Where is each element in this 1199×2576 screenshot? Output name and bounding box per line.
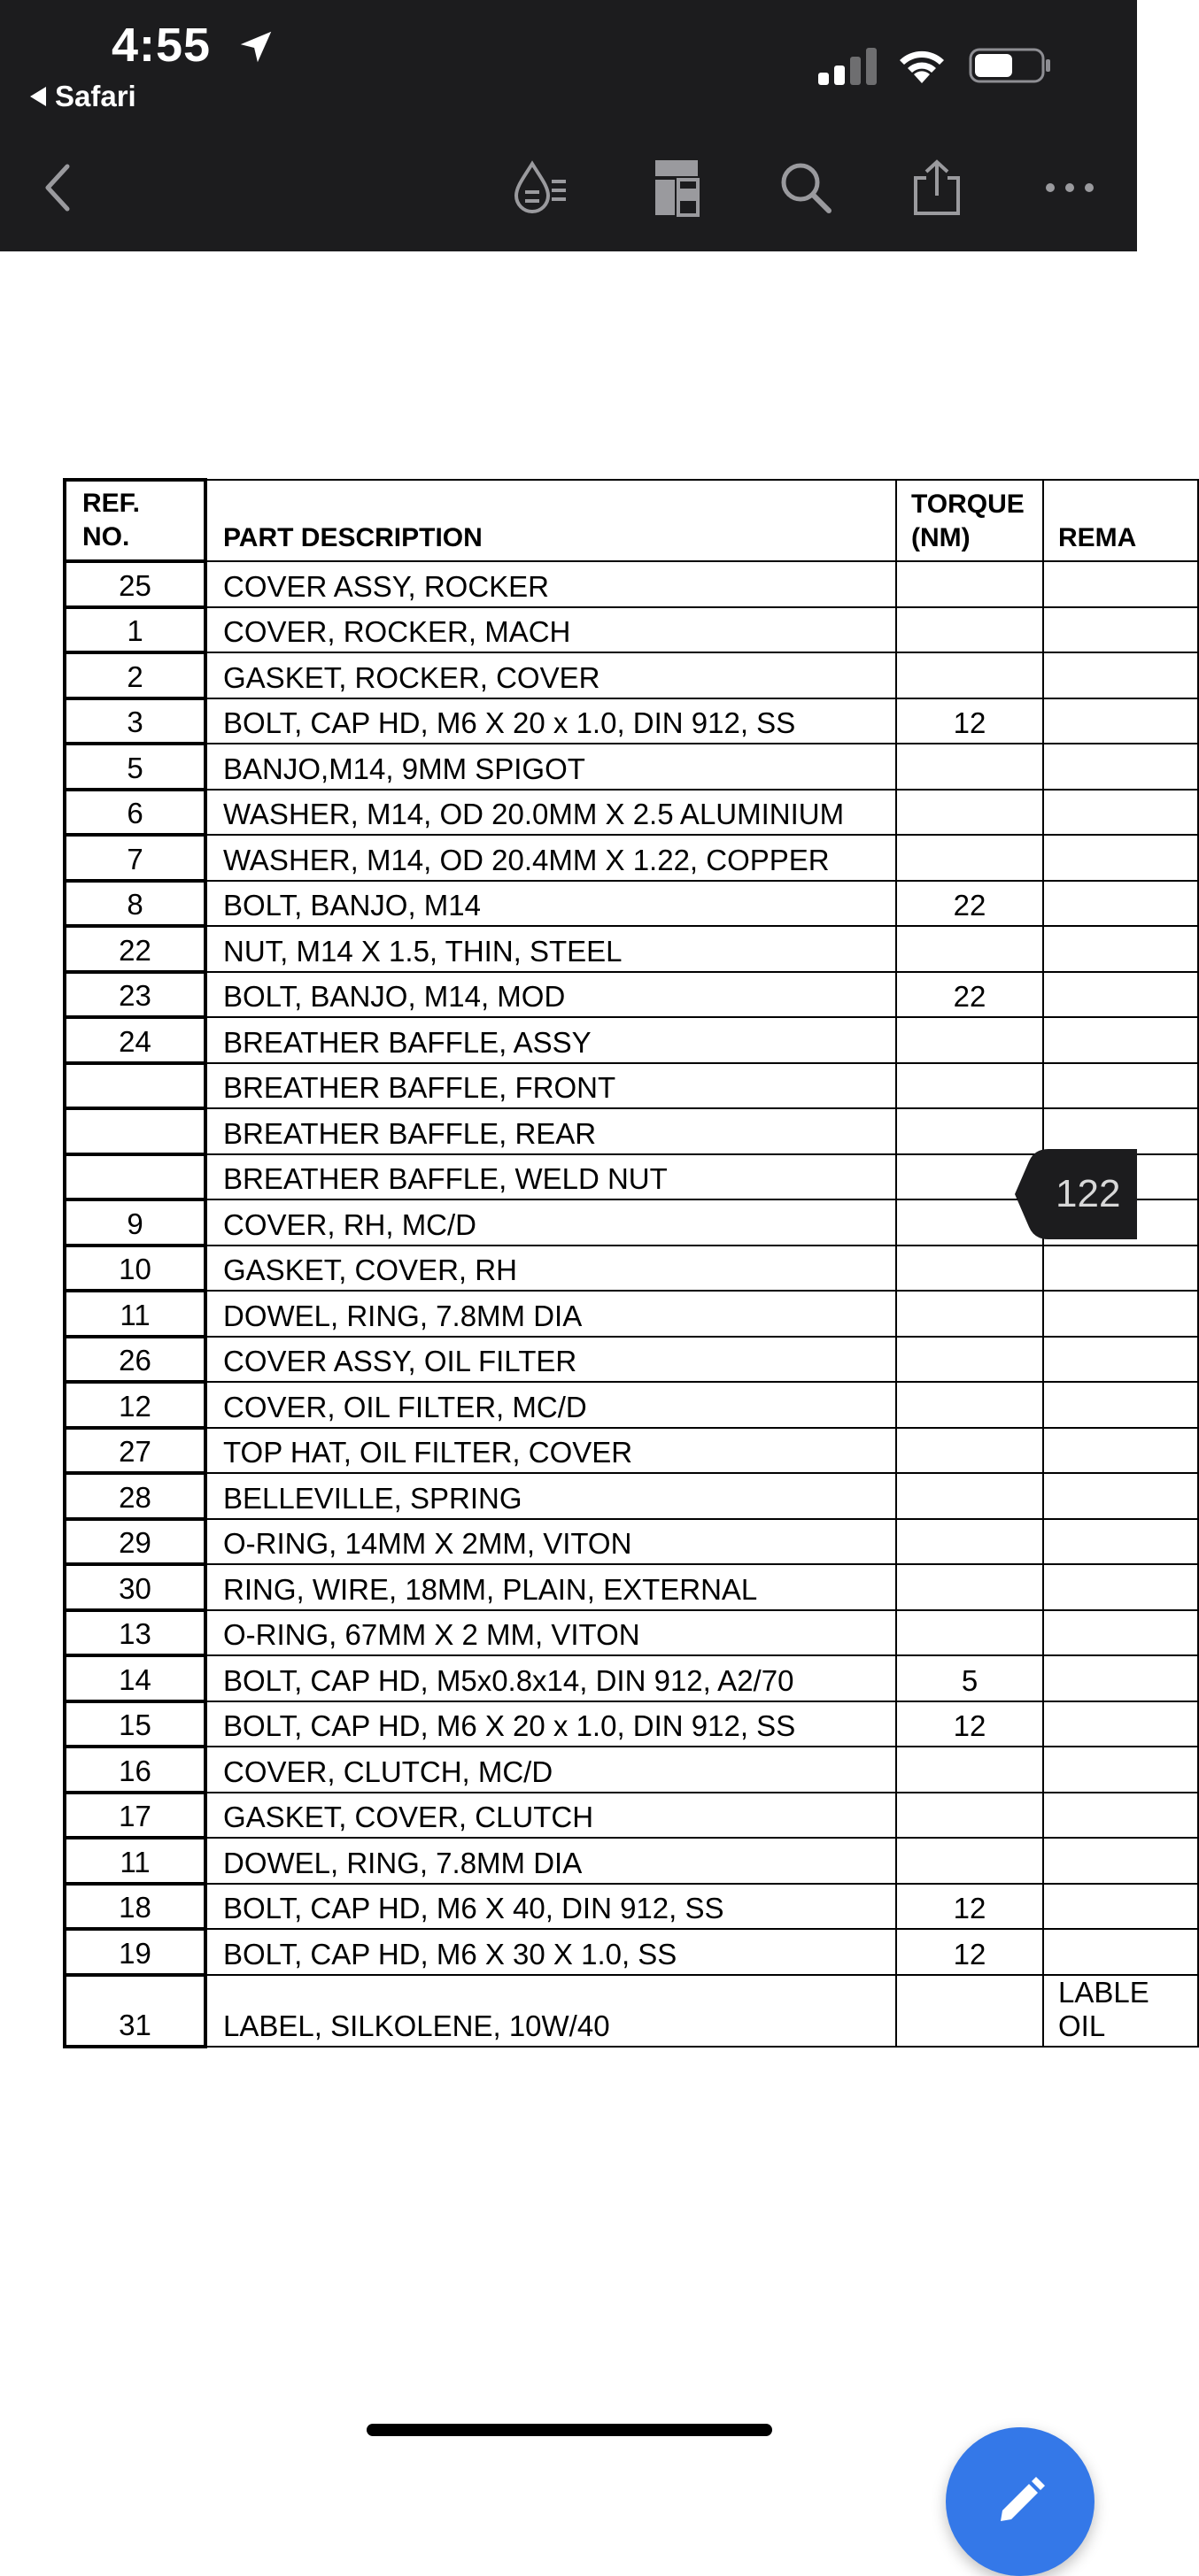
table-row bbox=[65, 1291, 1198, 1337]
cell-part-description: BOLT, CAP HD, M5x0.8x14, DIN 912, A2/70 bbox=[205, 1655, 896, 1701]
cell-ref-no: 27 bbox=[65, 1428, 205, 1474]
table-row bbox=[65, 1793, 1198, 1839]
cell-part-description: COVER, ROCKER, MACH bbox=[205, 607, 896, 653]
cell-torque bbox=[896, 1793, 1043, 1839]
cell-remarks bbox=[1043, 972, 1198, 1018]
cell-remarks bbox=[1043, 698, 1198, 744]
cell-torque bbox=[896, 1291, 1043, 1337]
cell-part-description: BOLT, CAP HD, M6 X 20 x 1.0, DIN 912, SS bbox=[205, 1701, 896, 1747]
table-row bbox=[65, 1610, 1198, 1656]
cell-remarks bbox=[1043, 1655, 1198, 1701]
cell-torque bbox=[896, 744, 1043, 790]
cell-remarks bbox=[1043, 1473, 1198, 1519]
table-row bbox=[65, 698, 1198, 744]
back-chevron-icon[interactable] bbox=[32, 152, 85, 223]
cell-torque bbox=[896, 1428, 1043, 1474]
cell-torque: 22 bbox=[896, 881, 1043, 927]
cell-ref-no: 30 bbox=[65, 1564, 205, 1610]
table-row bbox=[65, 972, 1198, 1018]
cell-ref-no: 29 bbox=[65, 1519, 205, 1565]
cell-remarks bbox=[1043, 1246, 1198, 1292]
cell-ref-no: 31 bbox=[65, 1975, 205, 2047]
cell-remarks bbox=[1043, 1428, 1198, 1474]
cell-part-description: WASHER, M14, OD 20.0MM X 2.5 ALUMINIUM bbox=[205, 790, 896, 836]
cell-ref-no: 16 bbox=[65, 1747, 205, 1793]
table-row bbox=[65, 1929, 1198, 1975]
cell-remarks bbox=[1043, 1337, 1198, 1383]
cell-ref-no: 28 bbox=[65, 1473, 205, 1519]
cellular-signal-icon bbox=[816, 48, 878, 85]
table-row bbox=[65, 1747, 1198, 1793]
parts-table bbox=[63, 478, 1199, 2048]
cell-torque bbox=[896, 1564, 1043, 1610]
table-row bbox=[65, 607, 1198, 653]
cell-remarks: LABLE OIL bbox=[1043, 1975, 1198, 2047]
cell-remarks bbox=[1043, 607, 1198, 653]
cell-ref-no: 7 bbox=[65, 835, 205, 881]
cell-ref-no: 23 bbox=[65, 972, 205, 1018]
table-row bbox=[65, 835, 1198, 881]
table-row bbox=[65, 1838, 1198, 1884]
cell-torque: 12 bbox=[896, 1701, 1043, 1747]
cell-remarks bbox=[1043, 1291, 1198, 1337]
table-row bbox=[65, 1519, 1198, 1565]
cell-part-description: COVER ASSY, ROCKER bbox=[205, 561, 896, 607]
cell-part-description: BREATHER BAFFLE, FRONT bbox=[205, 1063, 896, 1109]
back-to-app-link[interactable] bbox=[30, 80, 136, 113]
cell-part-description: O-RING, 14MM X 2MM, VITON bbox=[205, 1519, 896, 1565]
cell-torque bbox=[896, 1610, 1043, 1656]
cell-torque: 12 bbox=[896, 1929, 1043, 1975]
cell-ref-no: 25 bbox=[65, 561, 205, 607]
cell-torque bbox=[896, 652, 1043, 698]
cell-part-description: DOWEL, RING, 7.8MM DIA bbox=[205, 1291, 896, 1337]
battery-icon bbox=[969, 46, 1052, 85]
table-row bbox=[65, 1473, 1198, 1519]
cell-part-description: COVER ASSY, OIL FILTER bbox=[205, 1337, 896, 1383]
cell-remarks bbox=[1043, 881, 1198, 927]
status-time: 4:55 bbox=[112, 19, 212, 72]
cell-ref-no bbox=[65, 1063, 205, 1109]
cell-ref-no: 6 bbox=[65, 790, 205, 836]
cell-part-description: BOLT, BANJO, M14 bbox=[205, 881, 896, 927]
cell-ref-no: 24 bbox=[65, 1017, 205, 1063]
cell-remarks bbox=[1043, 652, 1198, 698]
table-row bbox=[65, 1564, 1198, 1610]
cell-ref-no: 3 bbox=[65, 698, 205, 744]
cell-part-description: BOLT, CAP HD, M6 X 30 X 1.0, SS bbox=[205, 1929, 896, 1975]
cell-ref-no: 11 bbox=[65, 1838, 205, 1884]
cell-part-description: BOLT, BANJO, M14, MOD bbox=[205, 972, 896, 1018]
table-row bbox=[65, 1246, 1198, 1292]
cell-remarks bbox=[1043, 1063, 1198, 1109]
cell-part-description: BOLT, CAP HD, M6 X 20 x 1.0, DIN 912, SS bbox=[205, 698, 896, 744]
cell-part-description: RING, WIRE, 18MM, PLAIN, EXTERNAL bbox=[205, 1564, 896, 1610]
page-layout-icon[interactable] bbox=[639, 152, 714, 223]
cell-part-description: GASKET, ROCKER, COVER bbox=[205, 652, 896, 698]
cell-torque bbox=[896, 926, 1043, 972]
cell-ref-no bbox=[65, 1154, 205, 1200]
cell-remarks bbox=[1043, 1564, 1198, 1610]
cell-remarks bbox=[1043, 926, 1198, 972]
cell-ref-no: 10 bbox=[65, 1246, 205, 1292]
cell-remarks bbox=[1043, 1701, 1198, 1747]
table-row bbox=[65, 1382, 1198, 1428]
cell-ref-no: 1 bbox=[65, 607, 205, 653]
cell-ref-no: 14 bbox=[65, 1655, 205, 1701]
cell-part-description: BREATHER BAFFLE, WELD NUT bbox=[205, 1154, 896, 1200]
back-app-label: Safari bbox=[55, 80, 136, 112]
wifi-icon bbox=[894, 44, 949, 85]
cell-torque bbox=[896, 1473, 1043, 1519]
cell-part-description: O-RING, 67MM X 2 MM, VITON bbox=[205, 1610, 896, 1656]
more-icon[interactable] bbox=[1033, 152, 1107, 223]
cell-part-description: COVER, OIL FILTER, MC/D bbox=[205, 1382, 896, 1428]
cell-torque bbox=[896, 1337, 1043, 1383]
table-row bbox=[65, 1884, 1198, 1930]
cell-ref-no: 9 bbox=[65, 1199, 205, 1246]
home-indicator bbox=[367, 2424, 772, 2436]
cell-remarks bbox=[1043, 835, 1198, 881]
cell-part-description: COVER, CLUTCH, MC/D bbox=[205, 1747, 896, 1793]
cell-ref-no bbox=[65, 1108, 205, 1154]
cell-ref-no: 11 bbox=[65, 1291, 205, 1337]
pencil-icon bbox=[992, 2473, 1048, 2530]
page-number-label: 122 bbox=[1056, 1172, 1121, 1215]
cell-part-description: GASKET, COVER, CLUTCH bbox=[205, 1793, 896, 1839]
cell-part-description: GASKET, COVER, RH bbox=[205, 1246, 896, 1292]
cell-part-description: LABEL, SILKOLENE, 10W/40 bbox=[205, 1975, 896, 2047]
cell-torque bbox=[896, 561, 1043, 607]
search-icon[interactable] bbox=[769, 152, 843, 223]
edit-button[interactable] bbox=[946, 2427, 1095, 2576]
table-row bbox=[65, 1655, 1198, 1701]
cell-ref-no: 22 bbox=[65, 926, 205, 972]
cell-remarks bbox=[1043, 1838, 1198, 1884]
cell-torque bbox=[896, 1382, 1043, 1428]
table-row bbox=[65, 926, 1198, 972]
cell-ref-no: 18 bbox=[65, 1884, 205, 1930]
table-row bbox=[65, 1975, 1198, 2047]
cell-torque bbox=[896, 1747, 1043, 1793]
share-icon[interactable] bbox=[900, 152, 974, 223]
cell-remarks bbox=[1043, 1610, 1198, 1656]
cell-part-description: BANJO,M14, 9MM SPIGOT bbox=[205, 744, 896, 790]
cell-remarks bbox=[1043, 1884, 1198, 1930]
markup-icon[interactable] bbox=[501, 152, 576, 223]
cell-torque bbox=[896, 835, 1043, 881]
cell-ref-no: 2 bbox=[65, 652, 205, 698]
cell-remarks bbox=[1043, 561, 1198, 607]
cell-torque bbox=[896, 1838, 1043, 1884]
cell-torque bbox=[896, 1519, 1043, 1565]
back-triangle-icon bbox=[30, 87, 46, 106]
table-row bbox=[65, 1428, 1198, 1474]
table-header-row bbox=[65, 480, 1198, 561]
header-torque: TORQUE (NM) bbox=[896, 480, 1043, 561]
cell-torque: 12 bbox=[896, 1884, 1043, 1930]
header-remarks: REMA bbox=[1043, 480, 1198, 561]
cell-ref-no: 26 bbox=[65, 1337, 205, 1383]
cell-torque bbox=[896, 1975, 1043, 2047]
cell-part-description: TOP HAT, OIL FILTER, COVER bbox=[205, 1428, 896, 1474]
cell-ref-no: 15 bbox=[65, 1701, 205, 1747]
cell-ref-no: 5 bbox=[65, 744, 205, 790]
cell-torque bbox=[896, 790, 1043, 836]
cell-torque: 22 bbox=[896, 972, 1043, 1018]
cell-torque: 12 bbox=[896, 698, 1043, 744]
header-part-description: PART DESCRIPTION bbox=[205, 480, 896, 561]
page-number-badge bbox=[1013, 1145, 1137, 1243]
cell-remarks bbox=[1043, 1017, 1198, 1063]
location-arrow-icon bbox=[236, 27, 276, 67]
table-row bbox=[65, 561, 1198, 607]
cell-remarks bbox=[1043, 744, 1198, 790]
header-ref-no: REF. NO. bbox=[65, 480, 205, 561]
cell-part-description: COVER, RH, MC/D bbox=[205, 1199, 896, 1246]
cell-part-description: NUT, M14 X 1.5, THIN, STEEL bbox=[205, 926, 896, 972]
cell-part-description: BREATHER BAFFLE, REAR bbox=[205, 1108, 896, 1154]
cell-remarks bbox=[1043, 790, 1198, 836]
cell-part-description: BOLT, CAP HD, M6 X 40, DIN 912, SS bbox=[205, 1884, 896, 1930]
table-row bbox=[65, 1017, 1198, 1063]
cell-part-description: WASHER, M14, OD 20.4MM X 1.22, COPPER bbox=[205, 835, 896, 881]
table-row bbox=[65, 790, 1198, 836]
table-row bbox=[65, 1701, 1198, 1747]
table-row bbox=[65, 652, 1198, 698]
cell-ref-no: 13 bbox=[65, 1610, 205, 1656]
table-row bbox=[65, 1063, 1198, 1109]
cell-ref-no: 12 bbox=[65, 1382, 205, 1428]
cell-ref-no: 8 bbox=[65, 881, 205, 927]
cell-part-description: BREATHER BAFFLE, ASSY bbox=[205, 1017, 896, 1063]
cell-ref-no: 19 bbox=[65, 1929, 205, 1975]
cell-torque: 5 bbox=[896, 1655, 1043, 1701]
table-row bbox=[65, 744, 1198, 790]
document-page[interactable] bbox=[0, 251, 1149, 2459]
cell-torque bbox=[896, 607, 1043, 653]
table-row bbox=[65, 1337, 1198, 1383]
cell-part-description: DOWEL, RING, 7.8MM DIA bbox=[205, 1838, 896, 1884]
cell-remarks bbox=[1043, 1519, 1198, 1565]
cell-remarks bbox=[1043, 1747, 1198, 1793]
cell-remarks bbox=[1043, 1382, 1198, 1428]
top-bar bbox=[0, 0, 1137, 251]
cell-torque bbox=[896, 1017, 1043, 1063]
cell-torque bbox=[896, 1246, 1043, 1292]
cell-remarks bbox=[1043, 1929, 1198, 1975]
cell-part-description: BELLEVILLE, SPRING bbox=[205, 1473, 896, 1519]
cell-torque bbox=[896, 1063, 1043, 1109]
table-row bbox=[65, 881, 1198, 927]
cell-remarks bbox=[1043, 1793, 1198, 1839]
cell-ref-no: 17 bbox=[65, 1793, 205, 1839]
